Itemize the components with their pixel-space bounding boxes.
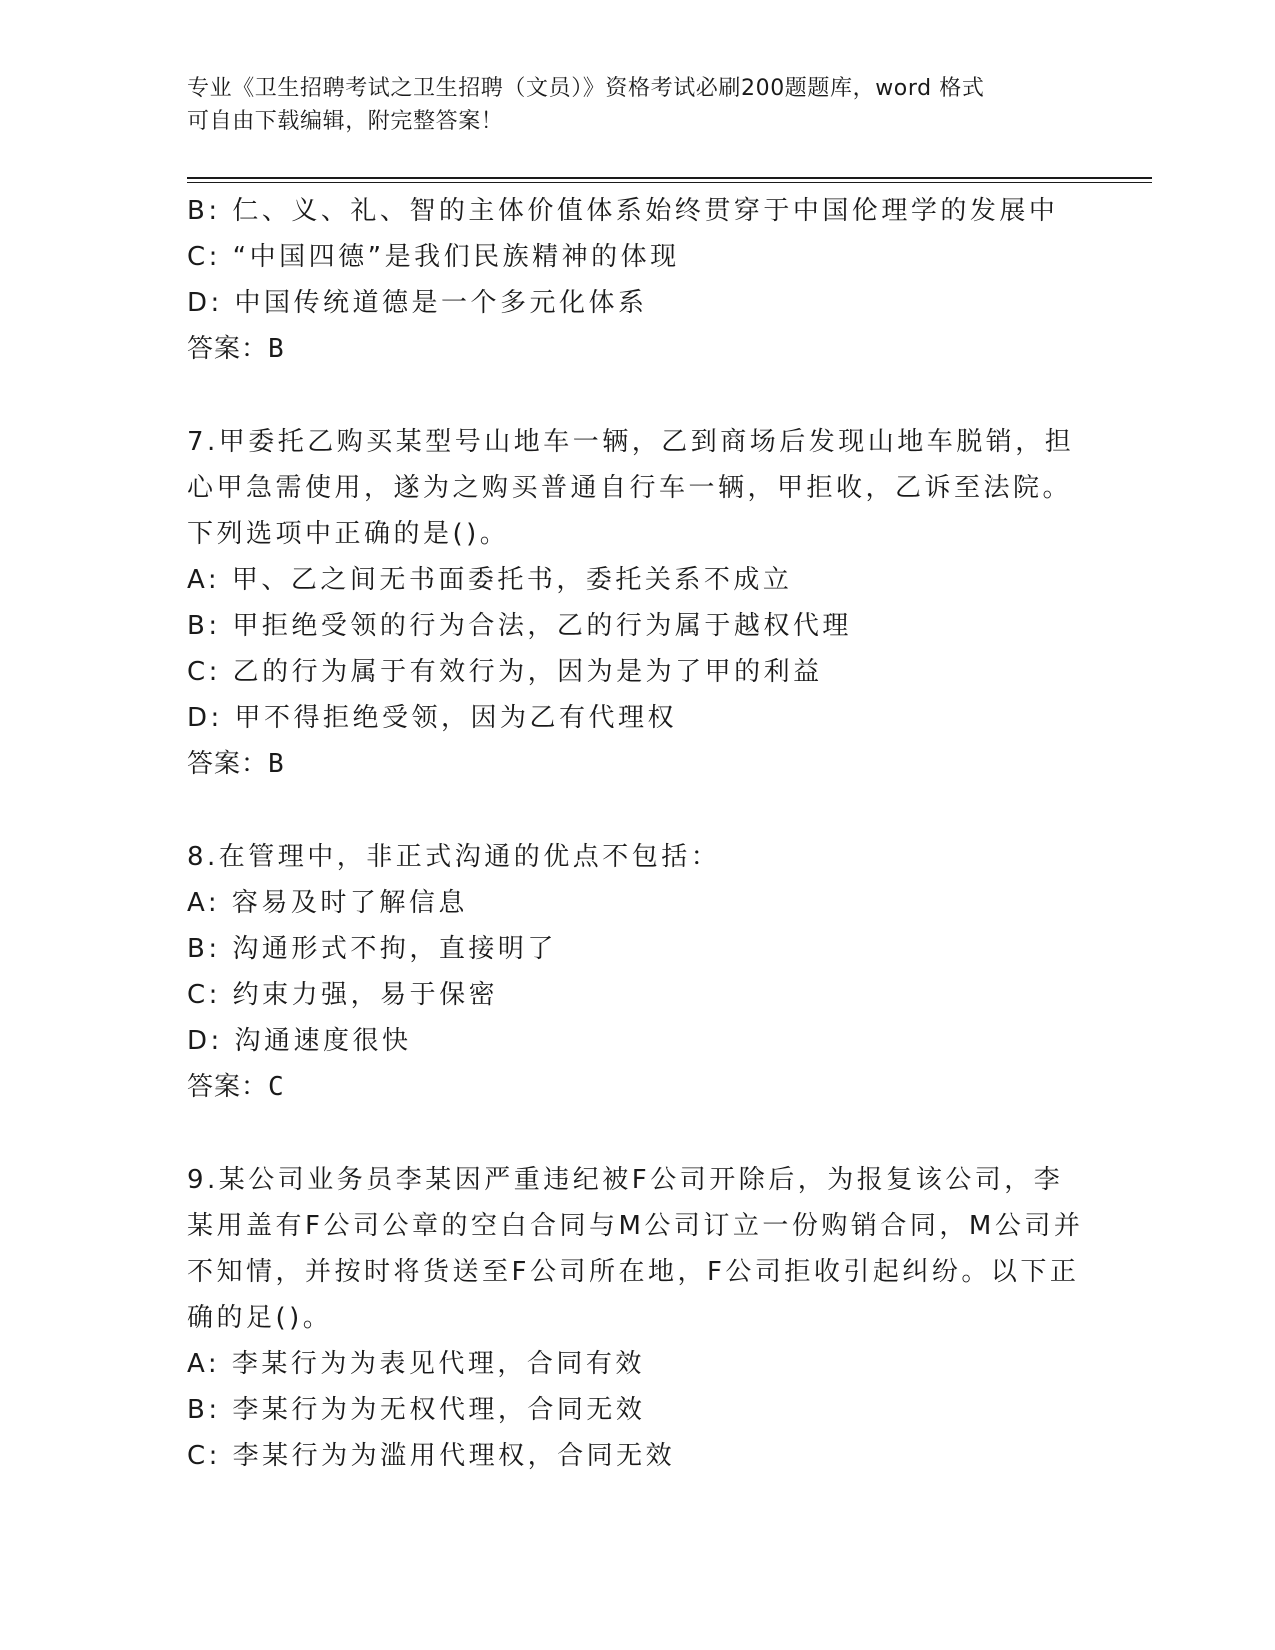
option-c: C: “中国四德”是我们民族精神的体现 (187, 242, 680, 272)
stem-line: 某用盖有F公司公章的空白合同与M公司订立一份购销合同，M公司并 (187, 1211, 1084, 1241)
question-stem (187, 834, 1087, 880)
answer-value: C (268, 1072, 285, 1102)
header-title-line-2: 可自由下载编辑，附完整答案！ (187, 109, 504, 134)
option-a: A: 李某行为为表见代理，合同有效 (187, 1349, 645, 1379)
stem-line: 不知情，并按时将货送至F公司所在地，F公司拒收引起纠纷。以下正 (187, 1257, 1080, 1287)
answer-line (187, 1064, 1087, 1110)
answer-value: B (268, 749, 285, 779)
option-c: C: 李某行为为滥用代理权，合同无效 (187, 1441, 676, 1471)
header-divider (187, 177, 1152, 179)
stem-line: 8.在管理中，非正式沟通的优点不包括： (187, 842, 721, 872)
option-b: B: 李某行为为无权代理，合同无效 (187, 1395, 646, 1425)
question-8 (187, 834, 1087, 1110)
answer-value: B (268, 334, 285, 364)
stem-line: 确的足()。 (187, 1303, 333, 1333)
header-divider-thin (187, 182, 1152, 183)
header-title-line-1: 专业《卫生招聘考试之卫生招聘（文员）》资格考试必刷200题题库，word 格式 (187, 76, 985, 101)
answer-label: 答案： (187, 749, 269, 779)
document-body (187, 188, 1087, 1479)
question-stem (187, 1157, 1087, 1341)
answer-line (187, 741, 1087, 787)
option-d: D: 沟通速度很快 (187, 1026, 412, 1056)
document-header (187, 72, 1087, 138)
option-d: D: 中国传统道德是一个多元化体系 (187, 288, 648, 318)
stem-line: 9.某公司业务员李某因严重违纪被F公司开除后，为报复该公司，李 (187, 1165, 1064, 1195)
answer-label: 答案： (187, 334, 269, 364)
answer-label: 答案： (187, 1072, 269, 1102)
answer-line (187, 326, 1087, 372)
question-7 (187, 419, 1087, 787)
stem-line: 7.甲委托乙购买某型号山地车一辆，乙到商场后发现山地车脱销，担 (187, 427, 1075, 457)
option-c: C: 乙的行为属于有效行为，因为是为了甲的利益 (187, 657, 823, 687)
stem-line: 心甲急需使用，遂为之购买普通自行车一辆，甲拒收，乙诉至法院。 (187, 473, 1073, 503)
option-b: B: 沟通形式不拘，直接明了 (187, 934, 557, 964)
option-a: A: 甲、乙之间无书面委托书，委托关系不成立 (187, 565, 793, 595)
option-b: B: 甲拒绝受领的行为合法，乙的行为属于越权代理 (187, 611, 852, 641)
question-9 (187, 1157, 1087, 1479)
option-b: B: 仁、义、礼、智的主体价值体系始终贯穿于中国伦理学的发展中 (187, 196, 1059, 226)
question-stem (187, 419, 1087, 557)
question-continued (187, 188, 1087, 372)
stem-line: 下列选项中正确的是()。 (187, 519, 510, 549)
option-a: A: 容易及时了解信息 (187, 888, 468, 918)
option-d: D: 甲不得拒绝受领，因为乙有代理权 (187, 703, 678, 733)
option-c: C: 约束力强，易于保密 (187, 980, 499, 1010)
